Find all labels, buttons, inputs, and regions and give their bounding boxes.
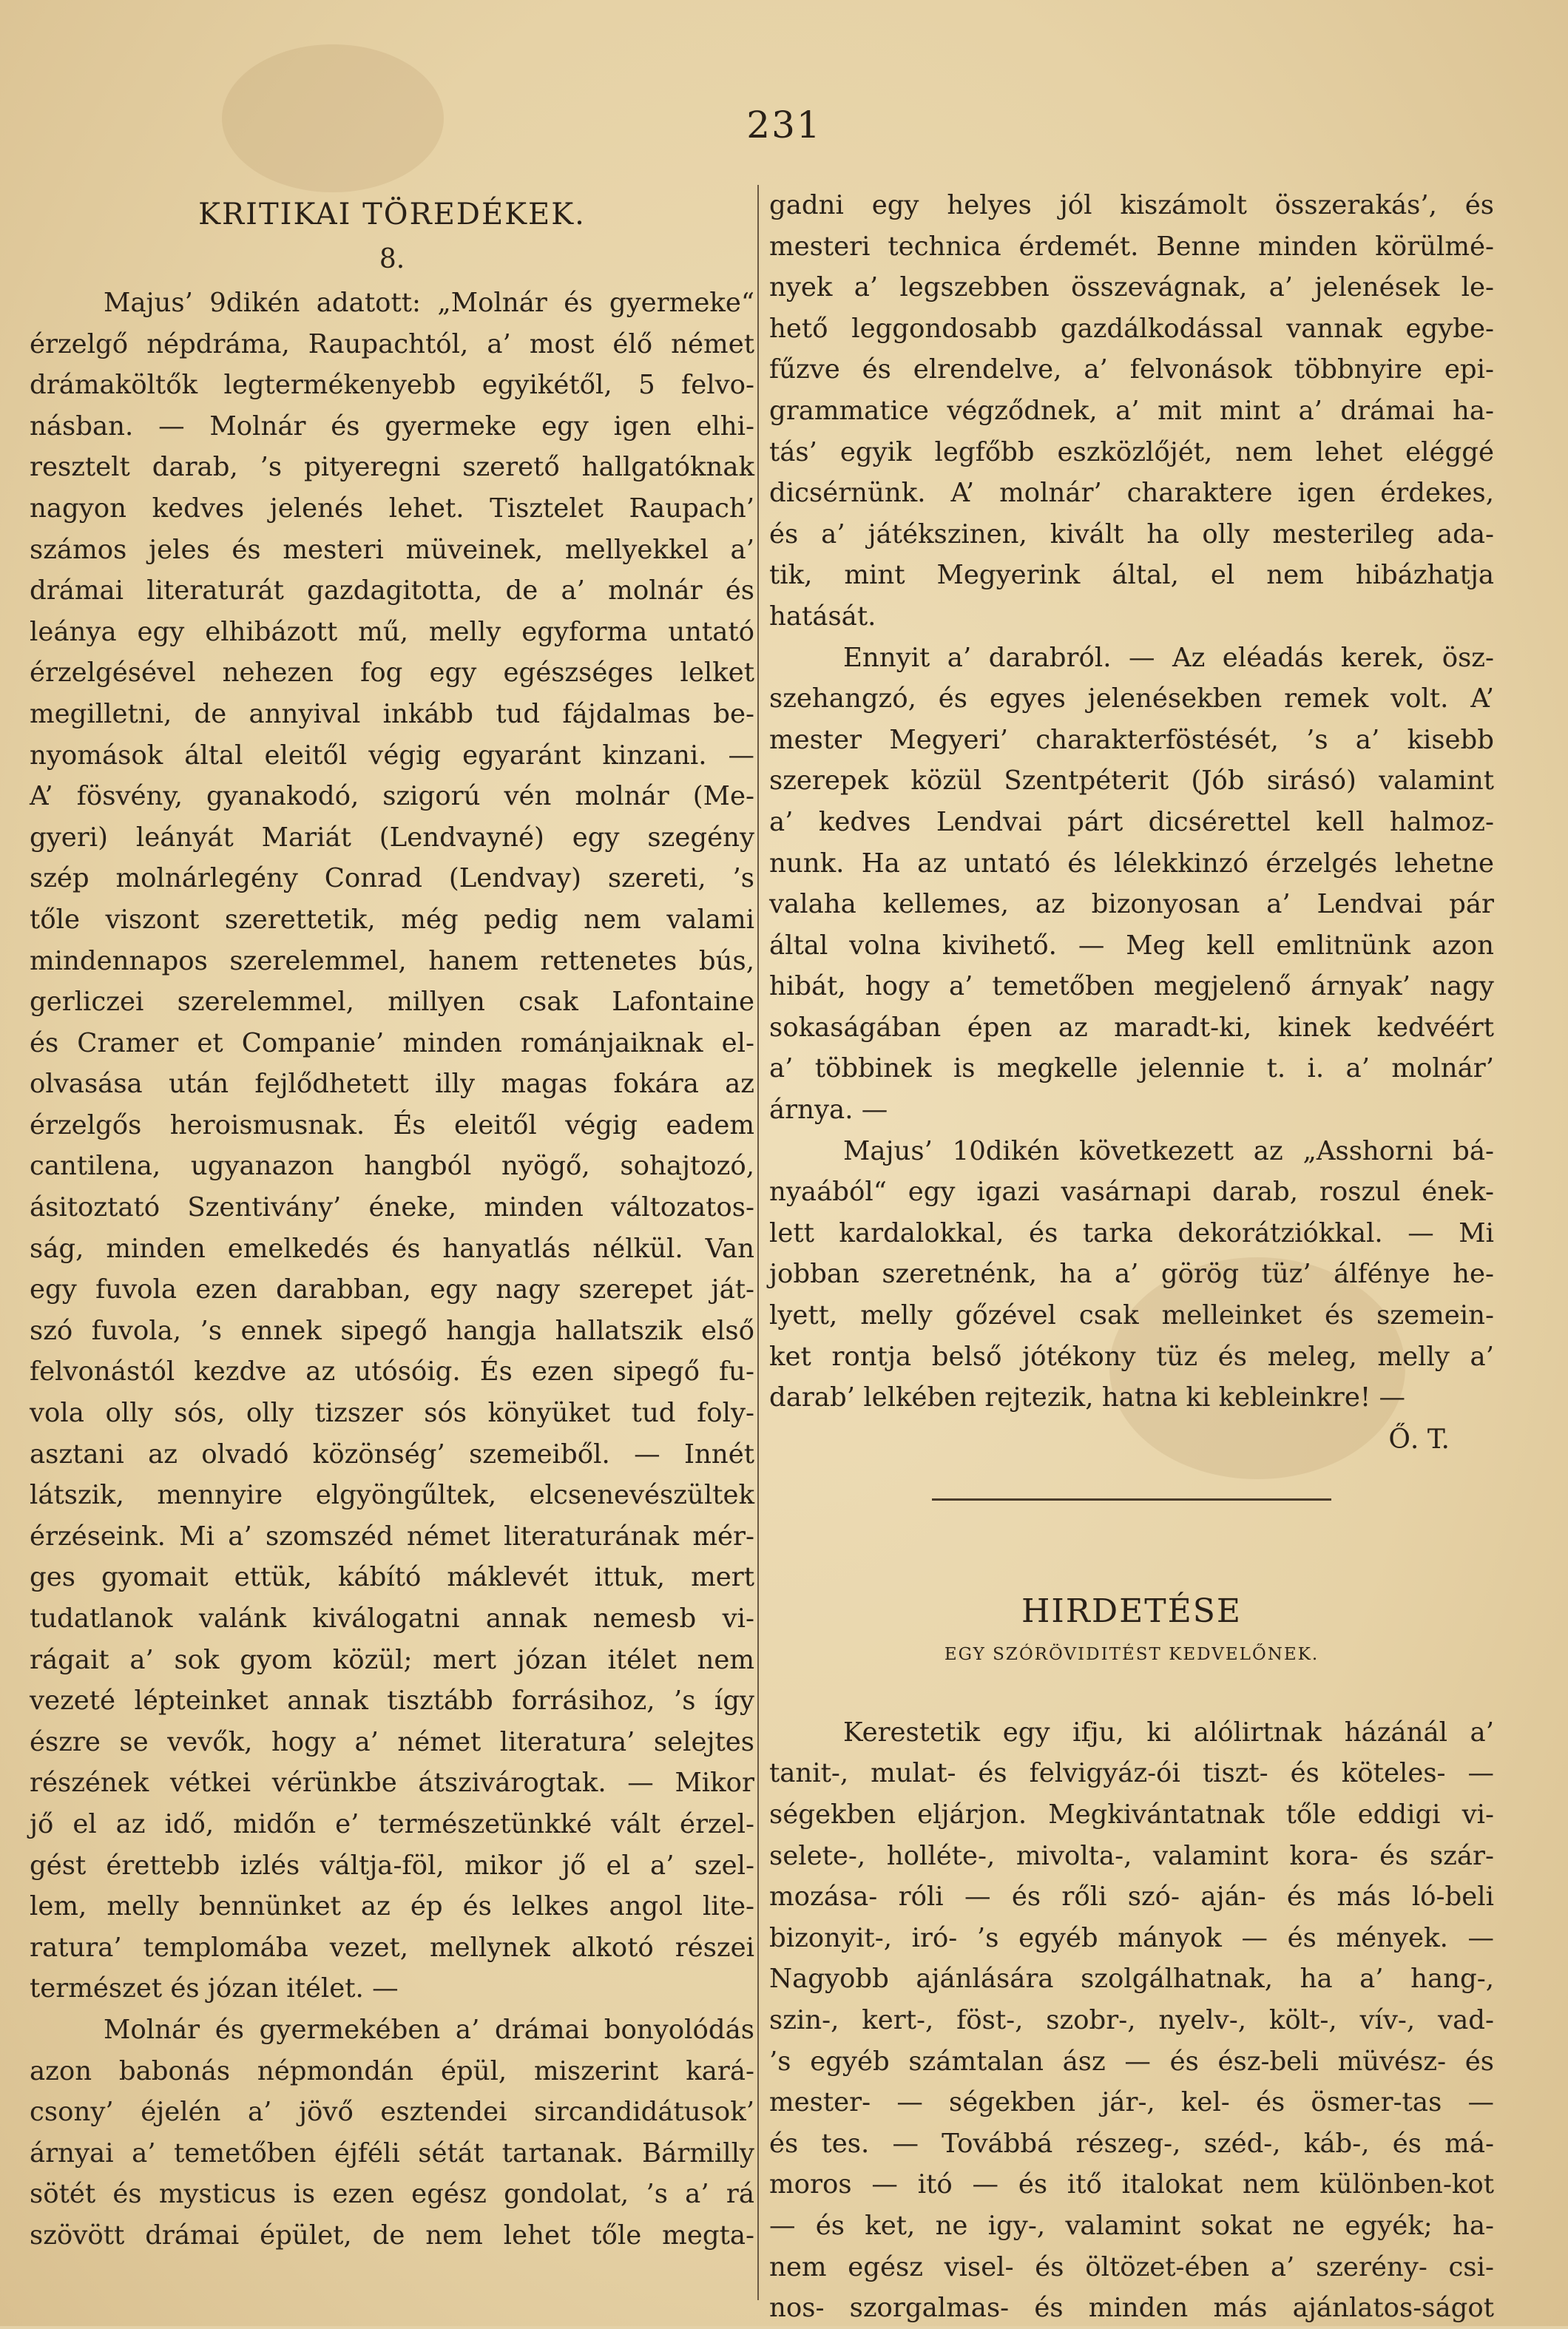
notice-title: HIRDETÉSE [1021, 1592, 1242, 1630]
text-line: gerliczei szerelemmel, millyen csak Lafontaine [30, 987, 754, 1018]
text-line: nos- szorgalmas- és minden más ajánlatos-ságot [769, 2293, 1494, 2324]
page-number: 231 [746, 104, 822, 146]
text-line: lett kardalokkal, és tarka dekorátziókkal. — Mi [769, 1217, 1494, 1248]
text-line: asztani az olvadó közönség’ szemeiből. — Innét [30, 1439, 754, 1470]
text-line: drámaköltők legtermékenyebb egyikétől, 5 felvo- [30, 370, 754, 401]
text-line: valaha kellemes, az bizonyosan a’ Lendvai pár [769, 889, 1494, 920]
text-line: lem, melly bennünket az ép és lelkes angol lite- [30, 1891, 754, 1922]
text-line: szép molnárlegény Conrad (Lendvay) szereti, ’s [30, 863, 754, 894]
text-line: azon babonás népmondán épül, miszerint kará- [30, 2055, 754, 2086]
text-line: részének vétkei vérünkbe átszivárogtak. — Mikor [30, 1768, 754, 1799]
text-line: ság, minden emelkedés és hanyatlás nélkül. Van [30, 1233, 754, 1264]
text-line: grammatice végződnek, a’ mit mint a’ drámai ha- [769, 395, 1494, 426]
text-line: drámai literaturát gazdagitotta, de a’ molnár és [30, 575, 754, 606]
text-line: hibát, hogy a’ temetőben megjelenő árnyak’ nagy [769, 971, 1494, 1002]
text-line: hető leggondosabb gazdálkodással vannak egybe- [769, 313, 1494, 344]
text-line: gyeri) leányát Mariát (Lendvayné) egy szegény [30, 822, 754, 853]
text-line: által volna kivihető. — Meg kell emlitnünk azon [769, 930, 1494, 961]
text-line: Ennyit a’ darabról. — Az eléadás kerek, ösz- [843, 642, 1494, 673]
text-line: árnyai a’ temetőben éjféli sétát tartanak. Bármilly [30, 2137, 754, 2169]
column-divider [757, 185, 759, 2300]
text-line: érzelgő népdráma, Raupachtól, a’ most élő német [30, 328, 754, 359]
text-line: csony’ éjelén a’ jövő esztendei sircandidátusok’ [30, 2097, 754, 2128]
text-line: megilletni, de annyival inkább tud fájdalmas be- [30, 698, 754, 729]
text-line: resztelt darab, ’s pityeregni szerető hallgatóknak [30, 452, 754, 483]
text-line: mester Megyeri’ charakterföstését, ’s a’ kisebb [769, 724, 1494, 755]
right-paragraphs [769, 185, 1494, 1419]
text-line: és Cramer et Companie’ minden románjaiknak el- [30, 1027, 754, 1058]
section-number: 8. [379, 244, 405, 274]
paragraph [769, 638, 1494, 1131]
text-line: mester- — ségekben jár-, kel- és ösmer-tas — [769, 2087, 1494, 2118]
text-line: lyett, melly gőzével csak melleinket és szemein- [769, 1300, 1494, 1331]
text-line: selete-, holléte-, mivolta-, valamint kora- és szár- [769, 1840, 1494, 1871]
text-line: és a’ játékszinen, kivált ha olly mesterileg ada- [769, 518, 1494, 550]
text-line: bizonyit-, iró- ’s egyéb mányok — és mények. — [769, 1922, 1494, 1953]
text-line: tik, mint Megyerink által, el nem hibázhatja [769, 560, 1494, 591]
text-line: ’s egyéb számtalan ász — és ész-beli müvész- és [769, 2046, 1494, 2077]
text-line: tás’ egyik legfőbb eszközlőjét, nem lehet eléggé [769, 436, 1494, 467]
text-line: érzéseink. Mi a’ szomszéd német literaturának mér- [30, 1521, 754, 1552]
text-line: nagyon kedves jelenés lehet. Tisztelet Raupach’ [30, 493, 754, 524]
text-line: nem egész visel- és öltözet-ében a’ szerény- csi- [769, 2251, 1494, 2282]
notice-subtitle: EGY SZÓRÖVIDITÉST KEDVELŐNEK. [944, 1644, 1319, 1664]
text-line: hatását. [769, 601, 876, 632]
text-line: leánya egy elhibázott mű, melly egyforma untató [30, 616, 754, 647]
text-line: szehangzó, és egyes jelenésekben remek volt. A’ [769, 683, 1494, 714]
text-line: felvonástól kezdve az utósóig. És ezen sipegő fu- [30, 1356, 754, 1387]
text-line: ges gyomait ettük, kábító máklevét ittuk, mert [30, 1562, 754, 1593]
text-line: ségekben eljárjon. Megkivántatnak tőle eddigi vi- [769, 1799, 1494, 1830]
text-line: fűzve és elrendelve, a’ felvonások többnyire epi- [769, 354, 1494, 385]
text-line: mesteri technica érdemét. Benne minden körülmé- [769, 231, 1494, 262]
text-line: szövött drámai épület, de nem lehet tőle megta- [30, 2220, 754, 2251]
text-line: szerepek közül Szentpéterit (Jób sirásó) valamint [769, 765, 1494, 797]
text-line: nyek a’ legszebben összevágnak, a’ jelenések le- [769, 272, 1494, 303]
text-line: szó fuvola, ’s ennek sipegő hangja hallatszik első [30, 1315, 754, 1346]
left-column [30, 185, 754, 2257]
text-line: a’ többinek is megkelle jelennie t. i. a’ molnár’ [769, 1053, 1494, 1084]
text-line: számos jeles és mesteri müveinek, mellyekkel a’ [30, 534, 754, 565]
text-line: vola olly sós, olly tizszer sós könyüket tud foly- [30, 1398, 754, 1429]
text-line: látszik, mennyire elgyöngűltek, elcsenevészültek [30, 1480, 754, 1511]
signature: Ő. T. [1388, 1424, 1450, 1455]
text-line: mindennapos szerelemmel, hanem rettenetes bús, [30, 945, 754, 976]
paragraph [30, 2009, 754, 2257]
text-line: násban. — Molnár és gyermeke egy igen elhi- [30, 410, 754, 442]
separator-rule [932, 1498, 1331, 1501]
text-line: ratura’ templomába vezet, mellynek alkotó részei [30, 1932, 754, 1963]
text-line: Majus’ 10dikén következett az „Asshorni bá- [843, 1135, 1494, 1166]
text-line: darab’ lelkében rejtezik, hatna ki kebleinkre! — [769, 1382, 1405, 1413]
text-line: és tes. — Továbbá részeg-, széd-, káb-, és má- [769, 2128, 1494, 2159]
text-line: jobban szeretnénk, ha a’ görög tüz’ álfénye he- [769, 1259, 1494, 1290]
left-paragraphs [30, 283, 754, 2257]
text-line: érzelgős heroismusnak. És eleitől végig eadem [30, 1109, 754, 1140]
text-line: ket rontja belső jótékony tüz és meleg, melly a’ [769, 1341, 1494, 1372]
text-line: sokaságában épen az maradt-ki, kinek kedvéért [769, 1012, 1494, 1043]
text-line: szin-, kert-, föst-, szobr-, nyelv-, költ-, vív-, vad- [769, 2004, 1494, 2035]
text-line: dicsérnünk. A’ molnár’ charaktere igen érdekes, [769, 478, 1494, 509]
text-line: sötét és mysticus is ezen egész gondolat, ’s a’ rá [30, 2179, 754, 2210]
notice-paragraph [769, 1712, 1494, 2329]
right-column [769, 185, 1494, 2329]
text-line: — és ket, ne igy-, valamint sokat ne egyék; ha- [769, 2210, 1494, 2241]
text-line: Kerestetik egy ifju, ki alólirtnak házánál a’ [843, 1717, 1494, 1748]
text-line: cantilena, ugyanazon hangból nyögő, sohajtozó, [30, 1151, 754, 1182]
text-line: érzelgésével nehezen fog egy egészséges lelket [30, 658, 754, 689]
text-line: nyomások által eleitől végig egyaránt kinzani. — [30, 740, 754, 771]
paragraph [769, 1131, 1494, 1419]
text-line: tőle viszont szerettetik, még pedig nem valami [30, 904, 754, 935]
paragraph [769, 1712, 1494, 2329]
text-line: Molnár és gyermekében a’ drámai bonyolódás [104, 2014, 754, 2045]
text-line: Nagyobb ajánlására szolgálhatnak, ha a’ hang-, [769, 1964, 1494, 1995]
text-line: rágait a’ sok gyom közül; mert józan itélet nem [30, 1644, 754, 1675]
text-line: tanit-, mulat- és felvigyáz-ói tiszt- és köteles- — [769, 1758, 1494, 1789]
text-line: nunk. Ha az untató és lélekkinzó érzelgés lehetne [769, 848, 1494, 879]
text-line: moros — itó — és itő italokat nem különben-kot [769, 2169, 1494, 2200]
text-line: természet és józan itélet. — [30, 1973, 399, 2004]
text-line: ásitoztató Szentivány’ éneke, minden változatos- [30, 1192, 754, 1223]
text-line: tudatlanok valánk kiválogatni annak nemesb vi- [30, 1603, 754, 1634]
text-line: olvasása után fejlődhetett illy magas fokára az [30, 1069, 754, 1100]
text-line: a’ kedves Lendvai párt dicsérettel kell halmoz- [769, 806, 1494, 837]
text-line: gadni egy helyes jól kiszámolt összerakás’, és [769, 190, 1494, 220]
paragraph [30, 283, 754, 2009]
paragraph [769, 185, 1494, 638]
text-line: A’ fösvény, gyanakodó, szigorú vén molnár (Me- [30, 781, 754, 812]
text-line: nyaából“ egy igazi vasárnapi darab, roszul ének- [769, 1177, 1494, 1208]
text-line: Majus’ 9dikén adatott: „Molnár és gyermeke“ [104, 288, 754, 318]
text-line: egy fuvola ezen darabban, egy nagy szerepet ját- [30, 1274, 754, 1305]
text-line: árnya. — [769, 1095, 888, 1126]
section-title: KRITIKAI TÖREDÉKEK. [198, 197, 586, 231]
text-line: gést érettebb izlés váltja-föl, mikor jő el a’ szel- [30, 1850, 754, 1881]
text-line: mozása- róli — és rőli szó- aján- és más ló-beli [769, 1882, 1494, 1913]
text-line: vezeté lépteinket annak tisztább forrásihoz, ’s így [30, 1686, 754, 1717]
text-line: jő el az idő, midőn e’ természetünkké vált érzel- [30, 1808, 754, 1839]
text-line: észre se vevők, hogy a’ német literatura’ selejtes [30, 1726, 754, 1757]
